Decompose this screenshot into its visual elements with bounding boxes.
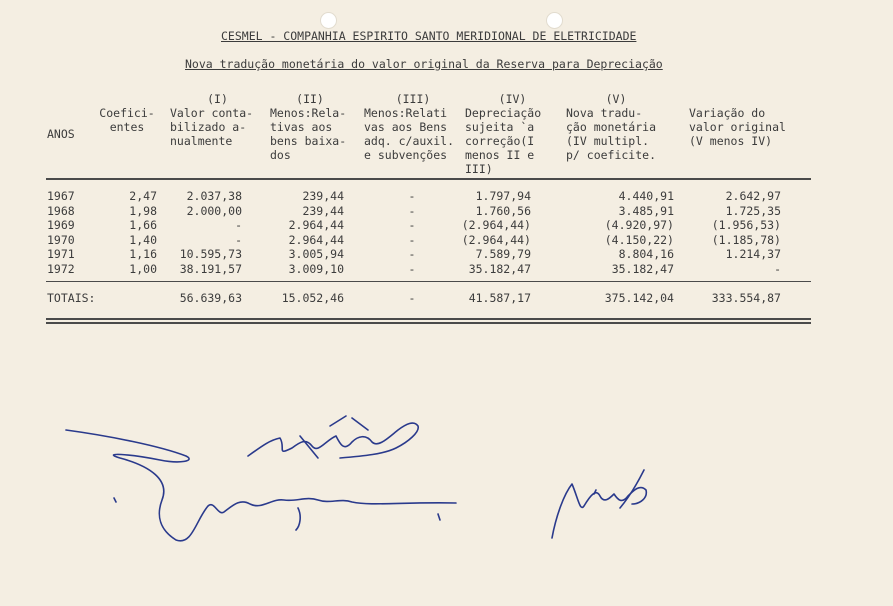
header-valor-contabilizado-line: (I): [207, 92, 228, 106]
cell-valor-contabilizado: -: [235, 218, 242, 233]
cell-anos: 1969: [47, 218, 75, 233]
cell-anos: 1971: [47, 247, 75, 262]
header-nova-traducao-line: (V): [605, 92, 627, 106]
cell-coeficientes: 1,16: [129, 247, 157, 262]
header-nova-traducao-line: p/ coeficite.: [566, 148, 657, 162]
header-coeficientes-line: Coefici-: [99, 106, 155, 120]
header-menos-relativas-baixados-line: Menos:Rela-: [270, 106, 347, 120]
cell-valor-contabilizado: -: [235, 232, 242, 247]
cell-menos-relativas-baixados: 3.005,94: [288, 247, 344, 262]
header-menos-relativas-auxilio-line: e subvenções: [364, 148, 448, 162]
cell-valor-contabilizado: 2.037,38: [186, 189, 242, 203]
cell-valor-contabilizado: 2.000,00: [186, 203, 242, 218]
cell-variacao: 1.725,35: [725, 203, 781, 218]
header-depreciacao-sujeita-line: Depreciação: [465, 106, 542, 120]
header-depreciacao-sujeita-line: III): [465, 162, 493, 176]
cell-menos-relativas-baixados: 239,44: [302, 203, 344, 218]
cell-nova-traducao: 35.182,47: [611, 262, 674, 276]
cell-variacao: (1.185,78): [711, 232, 781, 247]
cell-coeficientes: 1,98: [129, 203, 157, 218]
header-valor-contabilizado-line: bilizado a-: [170, 120, 247, 134]
cell-variacao: -: [774, 262, 781, 276]
header-menos-relativas-baixados-line: dos: [270, 148, 291, 162]
cell-nova-traducao: (4.920,97): [604, 218, 674, 233]
total-menos-relativas-baixados: 15.052,46: [281, 291, 344, 305]
company-title: CESMEL - COMPANHIA ESPIRITO SANTO MERIDIONAL DE ELETRICIDADE: [221, 29, 637, 43]
cell-nova-traducao: 3.485,91: [618, 203, 674, 218]
cell-anos: 1967: [47, 189, 75, 203]
cell-menos-relativas-auxilio: -: [408, 189, 416, 203]
cell-depreciacao-sujeita: (2.964,44): [461, 218, 531, 233]
header-coeficientes-line: entes: [109, 120, 145, 134]
cell-nova-traducao: 4.440,91: [618, 189, 674, 203]
cell-anos: 1972: [47, 262, 75, 276]
total-valor-contabilizado: 56.639,63: [179, 291, 242, 305]
cell-nova-traducao: 8.804,16: [618, 247, 674, 262]
total-anos: TOTAIS:: [47, 291, 96, 305]
signature-2: [248, 416, 418, 458]
header-nova-traducao-line: (IV multipl.: [566, 134, 650, 148]
cell-coeficientes: 2,47: [129, 189, 157, 203]
header-depreciacao-sujeita-line: (IV): [498, 92, 527, 106]
header-nova-traducao-line: Nova tradu-: [566, 106, 643, 120]
header-depreciacao-sujeita-line: menos II e: [465, 148, 535, 162]
cell-valor-contabilizado: 38.191,57: [179, 262, 242, 276]
cell-menos-relativas-baixados: 3.009,10: [288, 262, 344, 276]
cell-menos-relativas-baixados: 2.964,44: [288, 218, 344, 233]
cell-anos: 1968: [47, 203, 75, 218]
document-subtitle: Nova tradução monetária do valor original da Reserva para Depreciação: [185, 57, 663, 71]
cell-variacao: 1.214,37: [725, 247, 781, 262]
total-variacao: 333.554,87: [711, 291, 781, 305]
header-valor-contabilizado-line: nualmente: [170, 134, 233, 148]
header-depreciacao-sujeita-line: sujeita `a: [465, 120, 535, 134]
cell-menos-relativas-auxilio: -: [408, 203, 416, 218]
header-valor-contabilizado-line: Valor conta-: [170, 106, 254, 120]
header-depreciacao-sujeita-line: correção(I: [465, 134, 535, 148]
header-menos-relativas-baixados-line: bens baixa-: [270, 134, 347, 148]
header-menos-relativas-auxilio-line: (III): [395, 92, 431, 106]
cell-coeficientes: 1,66: [129, 218, 157, 233]
cell-menos-relativas-baixados: 2.964,44: [288, 232, 344, 247]
cell-depreciacao-sujeita: 7.589,79: [475, 247, 531, 262]
cell-variacao: (1.956,53): [711, 218, 781, 233]
header-menos-relativas-baixados-line: (II): [296, 92, 324, 106]
cell-depreciacao-sujeita: 1.797,94: [475, 189, 531, 203]
total-depreciacao-sujeita: 41.587,17: [468, 291, 531, 305]
header-variacao-line: valor original: [689, 120, 786, 134]
cell-depreciacao-sujeita: (2.964,44): [461, 232, 531, 247]
signature-3: [552, 470, 646, 538]
cell-depreciacao-sujeita: 1.760,56: [475, 203, 531, 218]
cell-coeficientes: 1,00: [129, 262, 157, 276]
cell-menos-relativas-auxilio: -: [408, 247, 416, 262]
cell-valor-contabilizado: 10.595,73: [179, 247, 242, 262]
header-menos-relativas-auxilio-line: Menos:Relati: [364, 106, 448, 120]
cell-nova-traducao: (4.150,22): [604, 232, 674, 247]
header-variacao-line: Variação do: [689, 106, 766, 120]
header-menos-relativas-auxilio-line: vas aos Bens: [364, 120, 448, 134]
total-menos-relativas-auxilio: -: [408, 291, 416, 305]
header-variacao-line: (V menos IV): [689, 134, 773, 148]
cell-menos-relativas-auxilio: -: [408, 262, 416, 276]
cell-anos: 1970: [47, 232, 75, 247]
header-menos-relativas-baixados-line: tivas aos: [270, 120, 333, 134]
cell-depreciacao-sujeita: 35.182,47: [468, 262, 531, 276]
total-nova-traducao: 375.142,04: [604, 291, 674, 305]
cell-variacao: 2.642,97: [725, 189, 781, 203]
header-nova-traducao-line: ção monetária: [566, 120, 657, 134]
cell-coeficientes: 1,40: [129, 232, 157, 247]
cell-menos-relativas-baixados: 239,44: [302, 189, 344, 203]
cell-menos-relativas-auxilio: -: [408, 218, 416, 233]
header-anos-line: ANOS: [47, 127, 75, 141]
cell-menos-relativas-auxilio: -: [408, 232, 416, 247]
header-menos-relativas-auxilio-line: adq. c/auxil.: [364, 134, 455, 148]
